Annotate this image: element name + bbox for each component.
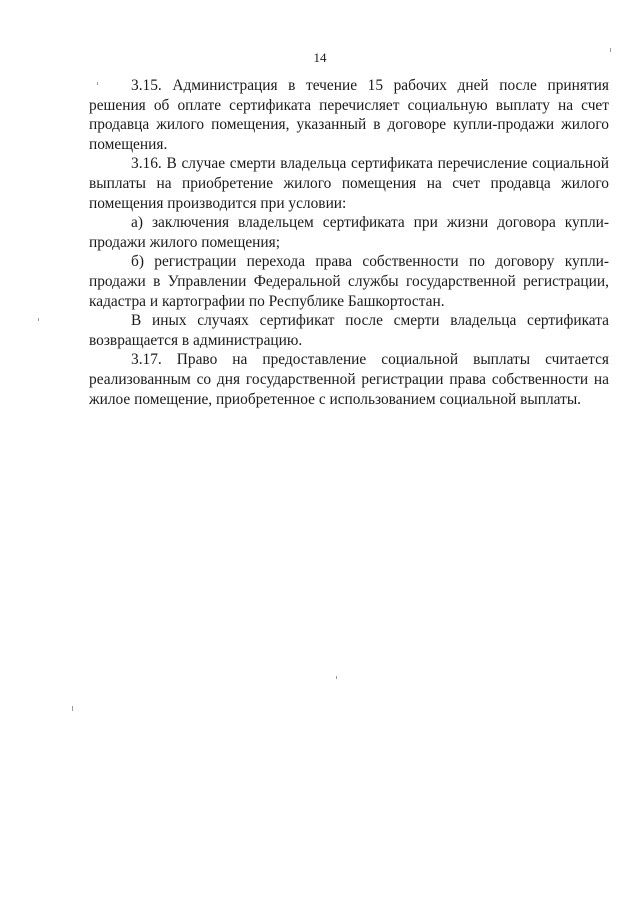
paragraph-3-15: 3.15. Администрация в течение 15 рабочих дней после принятия решения об оплате сертификата перечисляет социальную выплату на счет продавца жилого помещения, указанный в договоре купли-продажи жилого помещения. — [89, 77, 609, 153]
scan-speck — [336, 676, 337, 679]
paragraph-3-16: 3.16. В случае смерти владельца сертификата перечисление социальной выплаты на приобретение жилого помещения на счет продавца жилого помещения производится при условии: — [89, 155, 609, 212]
paragraph-other-cases: В иных случаях сертификат после смерти владельца сертификата возвращается в администрацию. — [89, 312, 609, 349]
scan-speck — [97, 82, 98, 85]
scan-speck — [72, 706, 73, 711]
document-body — [89, 76, 609, 409]
paragraph-3-16-b: б) регистрации перехода права собственности по договору купли-продажи в Управлении Федеральной службы государственной регистрации, кадастра и картографии по Республике Башкортостан. — [89, 253, 609, 310]
paragraph-3-16-a: а) заключения владельцем сертификата при жизни договора купли-продажи жилого помещения; — [89, 214, 609, 251]
scan-speck — [610, 48, 611, 52]
scan-speck — [38, 318, 39, 321]
page-number: 14 — [313, 50, 327, 65]
paragraph-3-17: 3.17. Право на предоставление социальной выплаты считается реализованным со дня государственной регистрации права собственности на жилое помещение, приобретенное с использованием социальной выплаты. — [89, 351, 609, 408]
